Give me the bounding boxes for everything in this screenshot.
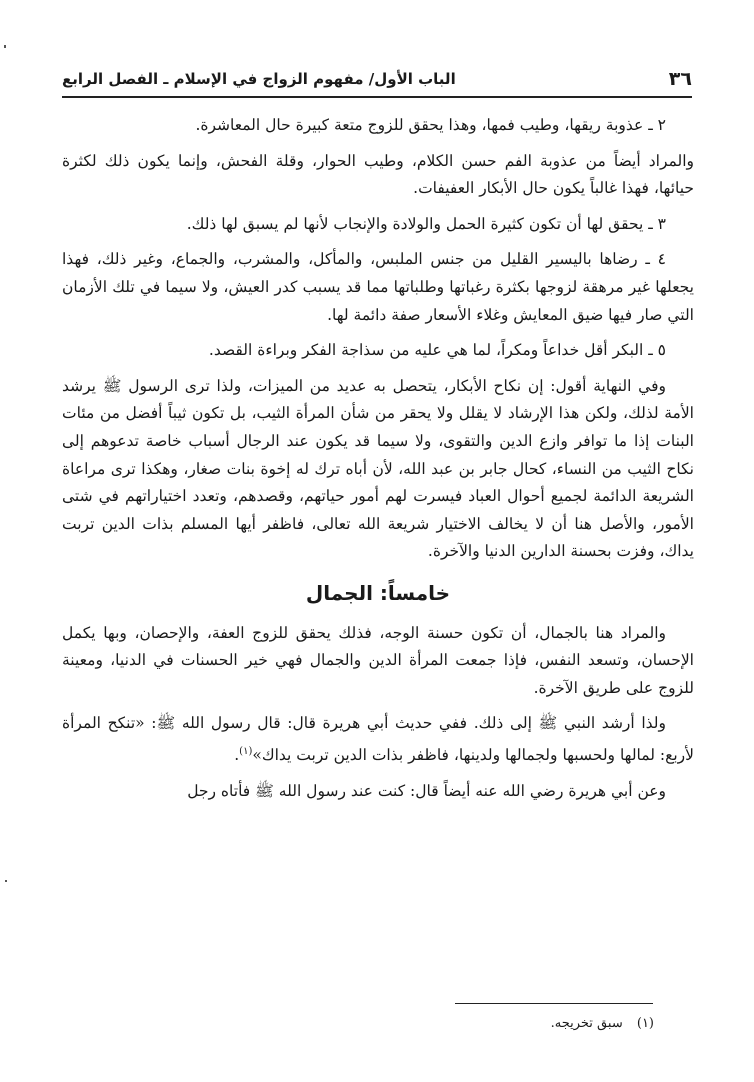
page-header (62, 62, 692, 98)
paragraph-with-footnote: ولذا أرشد النبي ﷺ إلى ذلك. ففي حديث أبي هريرة قال: قال رسول الله ﷺ: «تنكح المرأة لأربع: لمالها ولحسبها ولجمالها ولدينها، فاظفر بذات الدين تربت يداك»$^{(١)}$. (62, 714, 694, 765)
paragraph: والمراد هنا بالجمال، أن تكون حسنة الوجه، فذلك يحقق للزوج العفة، والإحصان، وبها يكمل الإحسان، وتسعد النفس، فإذا جمعت المرأة الدين والجمال فهي خير الحسنات في الدنيا، ومعينة للزوج على طريق الآخرة. (62, 623, 694, 697)
running-title: الباب الأول/ مفهوم الزواج في الإسلام ـ الفصل الرابع (62, 70, 456, 88)
paragraph: والمراد أيضاً من عذوبة الفم حسن الكلام، وطيب الحوار، وقلة الفحش، وإنما يكون ذلك لكثرة حيائها، فهذا غالباً يكون حال الأبكار العفيفات. (62, 151, 694, 198)
paragraph: ٢ ـ عذوبة ريقها، وطيب فمها، وهذا يحقق للزوج متعة كبيرة حال المعاشرة. (195, 116, 666, 134)
scan-edge-mark (5, 880, 7, 882)
paragraph: وعن أبي هريرة رضي الله عنه أيضاً قال: كنت عند رسول الله ﷺ فأتاه رجل (187, 781, 666, 800)
scan-edge-mark (4, 45, 6, 48)
section-title: خامساً: الجمال (305, 580, 451, 605)
hadith-text: ولذا أرشد النبي ﷺ إلى ذلك. ففي حديث أبي هريرة قال: قال رسول الله ﷺ: «تنكح المرأة لأربع: لمالها ولحسبها ولجمالها ولدينها، فاظفر بذات الدين تربت يداك» (62, 714, 694, 765)
footnote-divider (455, 1003, 653, 1004)
footnote (460, 1016, 654, 1031)
paragraph: ٣ ـ يحقق لها أن تكون كثيرة الحمل والولادة والإنجاب لأنها لم يسبق لها ذلك. (186, 214, 666, 233)
main-text (62, 112, 694, 813)
paragraph: ٤ ـ رضاها باليسير القليل من جنس الملبس، والمأكل، والمشرب، والجماع، وغير ذلك، فهذا يجعلها غير مرهقة لزوجها بكثرة رغباتها وطلباتها مما قد يسبب كدر العيش، ولا سيما في تلك الأزمان التي صار فيها ضيق المعايش وغلاء الأسعار صفة دائمة لها. (62, 250, 694, 324)
paragraph: وفي النهاية أقول: إن نكاح الأبكار، يتحصل به عديد من الميزات، ولذا ترى الرسول ﷺ يرشد الأمة لذلك، ولكن هذا الإرشاد لا يقلل ولا يحقر من شأن المرأة الثيب، بل تكون ثيباً أفضل من مئات البنات إذا ما توافر وازع الدين والتقوى، ولا سيما قد يكون عند الرجال أسباب خاصة تدعوهم إلى نكاح الثيب من النساء، كحال جابر بن عبد الله، لأن أباه ترك له إخوة بنات صغار، وهكذا ترى مراعاة الشريعة الدائمة لجميع أحوال العباد فيسرت لهم أمور حياتهم، وقصدهم، وتعدد اختياراتهم في شتى الأمور، والأصل هنا أن لا يخالف الاختيار شريعة الله تعالى، فاظفر أيها المسلم بذات الدين تربت يداك، وفزت بحسنة الدارين الدنيا والآخرة. (62, 376, 694, 561)
paragraph: ٥ ـ البكر أقل خداعاً ومكراً، لما هي عليه من سذاجة الفكر وبراءة القصد. (208, 341, 666, 360)
footnote-number: (١) (636, 1016, 654, 1031)
page-number: ٣٦ (668, 68, 692, 90)
footnote-reference[interactable]: (١) (239, 745, 253, 757)
footnote-text: سبق تخريجه. (550, 1016, 623, 1031)
